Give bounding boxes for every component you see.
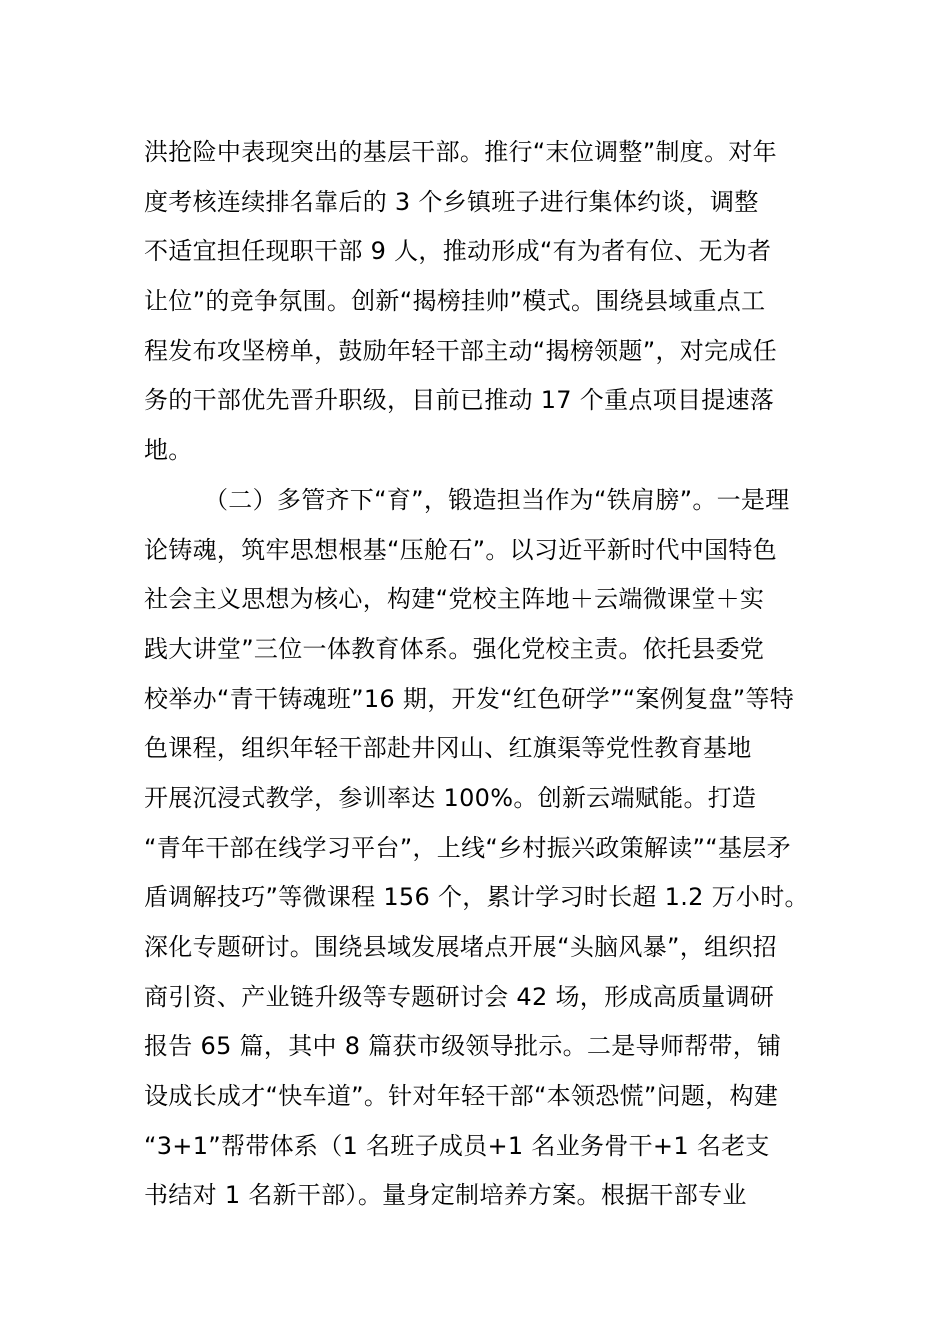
text-line: 不适宜担任现职干部 9 人，推动形成“有为者有位、无为者 [144,237,772,266]
text-line: 务的干部优先晋升职级，目前已推动 17 个重点项目提速落 [144,386,775,415]
text-line: 商引资、产业链升级等专题研讨会 42 场，形成高质量调研 [144,982,775,1011]
text-line: 设成长成才“快车道”。针对年轻干部“本领恐慌”问题，构建 [144,1082,779,1111]
body-text [144,128,824,1221]
text-line: 色课程，组织年轻干部赴井冈山、红旗渠等党性教育基地 [144,734,752,763]
text-line: 开展沉浸式教学，参训率达 100%。创新云端赋能。打造 [144,783,757,812]
text-line: 程发布攻坚榜单，鼓励年轻干部主动“揭榜领题”，对完成任 [144,336,777,365]
text-line: 社会主义思想为核心，构建“党校主阵地＋云端微课堂＋实 [144,585,765,614]
text-line: 度考核连续排名靠后的 3 个乡镇班子进行集体约谈，调整 [144,187,759,216]
text-line: “3+1”帮带体系（1 名班子成员+1 名业务骨干+1 名老支 [144,1131,770,1160]
text-line: 盾调解技巧”等微课程 156 个，累计学习时长超 1.2 万小时。 [144,883,809,912]
text-line: 地。 [144,436,193,465]
text-line: 践大讲堂”三位一体教育体系。强化党校主责。依托县委党 [144,634,765,663]
text-line: 深化专题研讨。围绕县域发展堵点开展“头脑风暴”，组织招 [144,933,777,961]
text-line: “青年干部在线学习平台”，上线“乡村振兴政策解读”“基层矛 [144,833,791,862]
text-line: 让位”的竞争氛围。创新“揭榜挂帅”模式。围绕县域重点工 [144,287,766,316]
text-line: 书结对 1 名新干部）。量身定制培养方案。根据干部专业 [144,1181,747,1210]
text-line: 校举办“青干铸魂班”16 期，开发“红色研学”“案例复盘”等特 [144,684,795,713]
section-heading-line: （二）多管齐下“育”，锻造担当作为“铁肩膀”。一是理 [204,485,790,514]
text-line: 报告 65 篇，其中 8 篇获市级领导批示。二是导师帮带，铺 [144,1032,782,1061]
text-line: 论铸魂，筑牢思想根基“压舱石”。以习近平新时代中国特色 [144,535,777,564]
text-line: 洪抢险中表现突出的基层干部。推行“末位调整”制度。对年 [144,138,777,166]
